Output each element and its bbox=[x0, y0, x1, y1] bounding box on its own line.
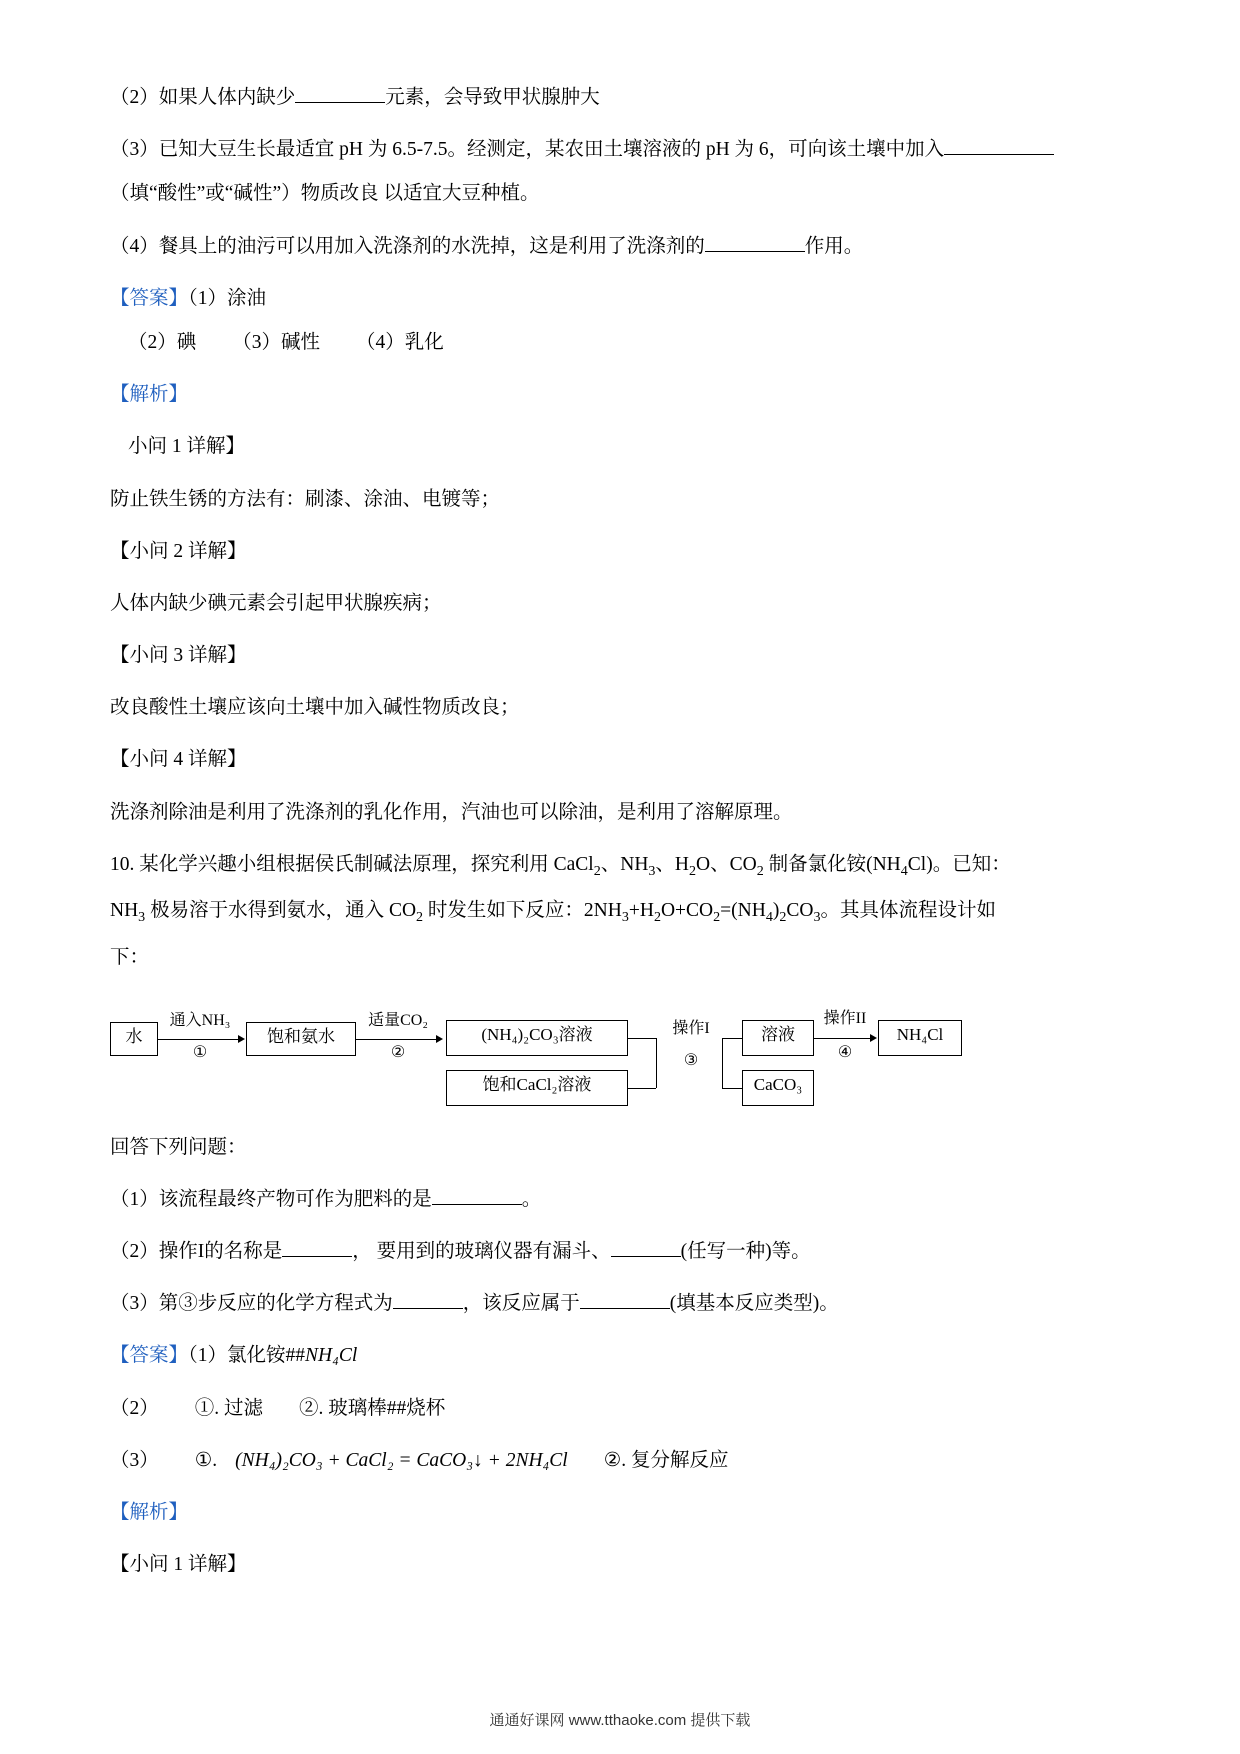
flow-box-cacl2-label: 饱和CaCl₂溶液 bbox=[482, 1074, 592, 1094]
flow-arrowhead bbox=[436, 1035, 443, 1043]
flow-box-nh4cl bbox=[878, 1020, 962, 1056]
footer-text: 通通好课网 www.tthaoke.com 提供下载 bbox=[489, 1712, 751, 1729]
flow-box-solution bbox=[742, 1020, 814, 1056]
flow-arrowhead bbox=[238, 1035, 245, 1043]
q10-item2-text: （2）操作I的名称是 bbox=[110, 1241, 283, 1263]
q10-answer2-b: ②. 玻璃棒##烧杯 bbox=[299, 1397, 446, 1419]
flow-label-op1: 操作I bbox=[672, 1019, 710, 1037]
q9-answer-3: （3）碱性 bbox=[232, 331, 321, 353]
blank-field[interactable] bbox=[295, 102, 385, 103]
q10-stem2-g: ) bbox=[772, 900, 780, 922]
q10-stem2-d: +H bbox=[628, 900, 654, 922]
q10-stem2-b: 极易溶于水得到氨水，通入 CO bbox=[145, 900, 417, 922]
blank-field[interactable] bbox=[611, 1256, 681, 1257]
q10-item-2 bbox=[110, 1236, 1130, 1267]
flow-box-water bbox=[110, 1022, 158, 1056]
q9-item-2 bbox=[110, 82, 1130, 113]
q10-item-3 bbox=[110, 1288, 1130, 1319]
q10-prompt-text: 回答下列问题： bbox=[110, 1136, 247, 1158]
q10-analysis-label bbox=[110, 1497, 1130, 1528]
sub-question-label: 【小问 2 详解】 bbox=[110, 540, 247, 562]
process-flow-diagram bbox=[110, 994, 1130, 1114]
flow-connector bbox=[722, 1038, 723, 1088]
flow-label-step4: ④ bbox=[837, 1043, 853, 1061]
q10-prompt bbox=[110, 1132, 1130, 1163]
q10-stem3: 下： bbox=[110, 946, 150, 968]
q9-item-3-line2 bbox=[110, 178, 1130, 209]
q10-answer3-formula: (NH₄)₂CO₃ + CaCl₂ = CaCO₃↓ + 2NH₄Cl bbox=[235, 1449, 568, 1471]
document-content bbox=[110, 82, 1130, 1601]
sub-question-text: 洗涤剂除油是利用了洗涤剂的乳化作用，汽油也可以除油，是利用了溶解原理。 bbox=[110, 801, 793, 823]
blank-field[interactable] bbox=[393, 1308, 463, 1309]
q10-stem2-f: =(NH bbox=[720, 900, 766, 922]
q9-item2-tail: 元素，会导致甲状腺肿大 bbox=[385, 87, 600, 108]
q9-sub3-text bbox=[110, 692, 1130, 723]
flow-connector bbox=[656, 1038, 657, 1088]
q10-answer3-a: ①. bbox=[194, 1449, 218, 1471]
flow-box-cacl2 bbox=[446, 1070, 628, 1106]
q10-stem2-e: O+CO bbox=[660, 900, 714, 922]
analysis-label: 【解析】 bbox=[110, 1502, 189, 1524]
q10-stem-line3 bbox=[110, 942, 1130, 973]
q9-item-3-line1 bbox=[110, 134, 1130, 165]
q10-stem-line2: $NH_3$ 极易溶于水得到氨水，通入 $CO_2$ 时发生如下反应：$2NH_3+H_2O+CO_2=(NH_4)_2CO_3$。其具体流程设计如 bbox=[110, 900, 996, 926]
flow-box-nh4cl-label: NH₄Cl bbox=[896, 1024, 944, 1044]
q10-item3-text: （3）第③步反应的化学方程式为 bbox=[110, 1293, 393, 1315]
answer-label: 【答案】 bbox=[110, 1345, 189, 1367]
q10-item1-text: （1）该流程最终产物可作为肥料的是 bbox=[110, 1188, 432, 1210]
q9-answer-4: （4）乳化 bbox=[356, 331, 444, 353]
q10-stem-b: 、NH bbox=[600, 853, 649, 875]
flow-label-op2: 操作II bbox=[823, 1009, 867, 1027]
blank-field[interactable] bbox=[944, 154, 1054, 155]
q10-stem2-c: 时发生如下反应：2NH bbox=[423, 900, 622, 922]
q10-stem2-a: NH bbox=[110, 900, 139, 922]
q9-sub3-label bbox=[110, 640, 1130, 671]
flow-connector bbox=[814, 1038, 872, 1039]
answer-label: 【答案】 bbox=[110, 287, 189, 309]
q9-answer-2: （2）碘 bbox=[128, 331, 197, 353]
q10-answer3-num: （3） bbox=[110, 1449, 159, 1471]
blank-field[interactable] bbox=[282, 1256, 352, 1257]
q10-answer3-b: ②. 复分解反应 bbox=[603, 1449, 729, 1471]
flow-box-solution-label: 溶液 bbox=[761, 1024, 795, 1044]
q10-stem-line1: 10. 某化学兴趣小组根据侯氏制碱法原理，探究利用 CaCl$_2$、$NH_3$、$H_2O$、$CO_2$ 制备氯化铵$(NH_4Cl)$。已知： bbox=[110, 853, 1011, 879]
q9-analysis-label bbox=[110, 379, 1130, 410]
blank-field[interactable] bbox=[432, 1204, 522, 1205]
blank-field[interactable] bbox=[580, 1308, 670, 1309]
flow-arrowhead bbox=[870, 1034, 877, 1042]
q9-sub4-text bbox=[110, 797, 1130, 828]
q10-stem2-h: CO bbox=[786, 900, 814, 922]
q9-sub2-label bbox=[110, 536, 1130, 567]
q10-answer2-a: ①. 过滤 bbox=[194, 1397, 264, 1419]
q9-answer-line1 bbox=[110, 283, 1130, 314]
sub-question-label: 【小问 3 详解】 bbox=[110, 645, 247, 667]
flow-box-carbonate-label: (NH₄)₂CO₃溶液 bbox=[481, 1024, 593, 1044]
flow-connector bbox=[628, 1088, 656, 1089]
flow-label-nh3: 通入NH₃ bbox=[169, 1011, 231, 1029]
flow-label-step3: ③ bbox=[683, 1051, 699, 1069]
q9-answer-line2 bbox=[110, 327, 1130, 358]
q10-stem-c: 、H bbox=[655, 853, 690, 875]
q10-answer-1 bbox=[110, 1340, 1130, 1371]
flow-connector bbox=[158, 1039, 240, 1040]
q10-item-1 bbox=[110, 1184, 1130, 1215]
q10-item1-tail: 。 bbox=[521, 1188, 542, 1210]
q9-item4-text: （4）餐具上的油污可以用加入洗涤剂的水洗掉，这是利用了洗涤剂的 bbox=[110, 235, 705, 257]
q10-answer-2 bbox=[110, 1393, 1130, 1424]
sub-question-text: 防止铁生锈的方法有：刷漆、涂油、电镀等； bbox=[110, 488, 501, 510]
q10-stem-e: 制备氯化铵(NH bbox=[763, 853, 901, 875]
flow-connector bbox=[722, 1038, 742, 1039]
q9-answer-1: （1）涂油 bbox=[188, 287, 267, 309]
sub-question-text: 改良酸性土壤应该向土壤中加入碱性物质改良； bbox=[110, 697, 520, 719]
analysis-label: 【解析】 bbox=[110, 384, 189, 406]
flow-label-co2: 适量CO₂ bbox=[368, 1011, 428, 1029]
flow-box-caco3 bbox=[742, 1070, 814, 1106]
flow-label-step1: ① bbox=[192, 1043, 208, 1061]
q9-sub1-label bbox=[110, 431, 1130, 462]
q10-stem-a: 10. 某化学兴趣小组根据侯氏制碱法原理，探究利用 CaCl bbox=[110, 853, 594, 875]
flow-box-carbonate bbox=[446, 1020, 628, 1056]
flow-box-ammonia bbox=[246, 1022, 356, 1056]
q10-stem-f: Cl)。已知： bbox=[907, 853, 1011, 875]
q10-item3-tail: (填基本反应类型)。 bbox=[669, 1293, 839, 1315]
q9-item-4 bbox=[110, 231, 1130, 262]
q9-sub4-label bbox=[110, 744, 1130, 775]
q9-sub1-text bbox=[110, 484, 1130, 515]
flow-connector bbox=[356, 1039, 438, 1040]
flow-box-water-label: 水 bbox=[125, 1026, 143, 1046]
q9-item3-tail: （填“酸性”或“碱性”）物质改良 以适宜大豆种植。 bbox=[110, 183, 540, 205]
q10-answer-3 bbox=[110, 1445, 1130, 1476]
flow-box-ammonia-label: 饱和氨水 bbox=[267, 1026, 335, 1046]
q10-item2-tail: (任写一种)等。 bbox=[680, 1241, 811, 1263]
q10-answer2-num: （2） bbox=[110, 1397, 159, 1419]
sub-question-label: 小问 1 详解】 bbox=[128, 436, 246, 458]
page-footer bbox=[0, 1709, 1240, 1730]
sub-question-label: 【小问 1 详解】 bbox=[110, 1554, 247, 1576]
q10-stem-d: O、CO bbox=[696, 853, 757, 875]
q9-sub2-text bbox=[110, 588, 1130, 619]
q10-item3-mid: ，该反应属于 bbox=[462, 1293, 580, 1315]
q10-item2-mid: ， 要用到的玻璃仪器有漏斗、 bbox=[352, 1241, 611, 1263]
q10-sub1-label bbox=[110, 1549, 1130, 1580]
q9-item3-text: （3）已知大豆生长最适宜 pH 为 6.5-7.5。经测定，某农田土壤溶液的 pH 为 6，可向该土壤中加入 bbox=[110, 139, 945, 161]
q10-stem2-i: 。其具体流程设计如 bbox=[820, 900, 996, 922]
q9-item2-text: （2）如果人体内缺少 bbox=[110, 87, 296, 108]
flow-connector bbox=[722, 1088, 742, 1089]
q10-answer1-formula: NH₄Cl bbox=[305, 1345, 358, 1367]
q10-answer1-text: （1）氯化铵## bbox=[188, 1345, 306, 1367]
q9-item4-tail: 作用。 bbox=[804, 235, 864, 257]
blank-field[interactable] bbox=[705, 251, 805, 252]
sub-question-label: 【小问 4 详解】 bbox=[110, 749, 247, 771]
sub-question-text: 人体内缺少碘元素会引起甲状腺疾病； bbox=[110, 592, 442, 614]
flow-connector bbox=[628, 1038, 656, 1039]
flow-label-step2: ② bbox=[390, 1043, 406, 1061]
flow-box-caco3-label: CaCO₃ bbox=[753, 1074, 803, 1094]
